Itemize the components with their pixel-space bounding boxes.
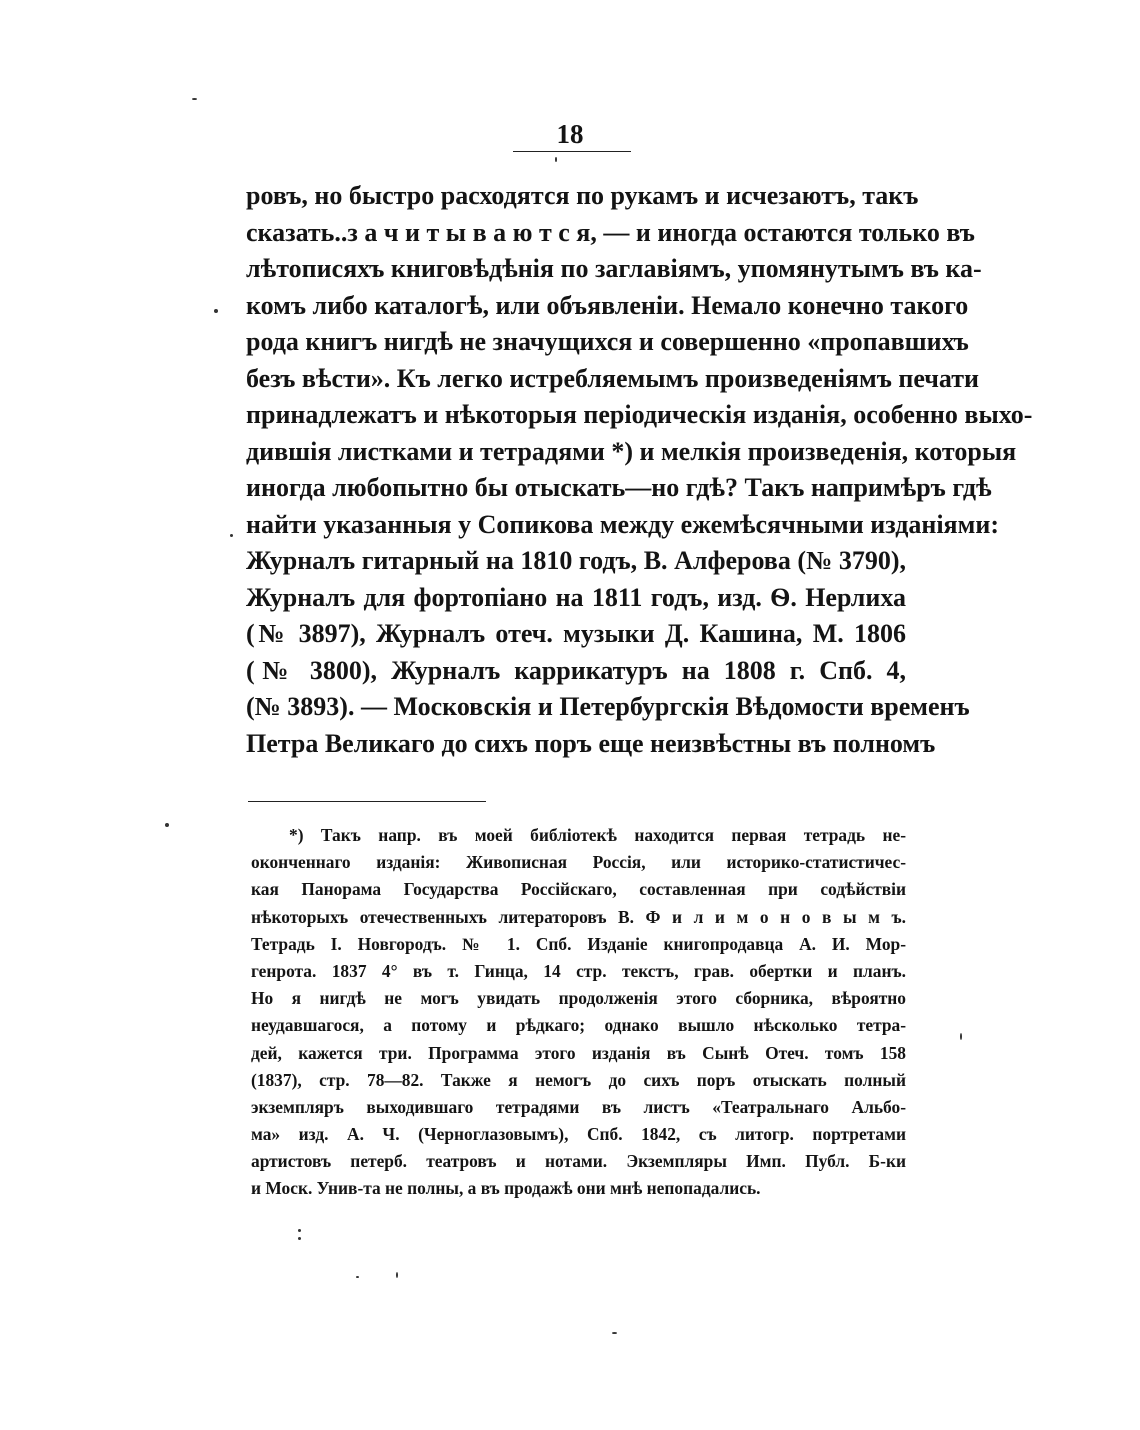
scan-speck [356,1276,359,1278]
footnote-rule [248,801,486,802]
main-text [246,178,1033,762]
scan-speck [960,1033,962,1040]
footnote-line: ма» изд. А. Ч. (Черноглазовымъ), Спб. 1842, съ литогр. портретами [251,1124,906,1145]
scan-speck [298,1237,301,1240]
page-number: 18 [556,119,584,149]
scan-speck [214,309,218,313]
footnote-line: Тетрадь I. Новгородъ. № 1. Спб. Изданіе книгопродавца А. И. Мор- [251,933,906,954]
footnote-line: нѣкоторыхъ отечественныхъ литераторовъ В. Ф и л и м о н о в ы м ъ. [251,906,906,927]
text-line: Журналъ гитарный на 1810 годъ, В. Алферова (№ 3790), [246,546,906,575]
text-line: дившія листками и тетрадями *) и мелкія произведенія, которыя [246,436,1017,466]
scan-speck [230,534,233,537]
footnote [251,822,906,1203]
text-line: лѣтописяхъ книговѣдѣнія по заглавіямъ, упомянутымъ въ ка- [246,254,982,283]
footnote-line: Но я нигдѣ не могъ увидать продолженія этого сборника, вѣроятно [251,988,906,1009]
scan-speck [192,98,197,100]
text-line: комъ либо каталогѣ, или объявленіи. Немало конечно такого [246,290,969,320]
footnote-line: экземпляръ выходившаго тетрадями въ листъ «Театральнаго Альбо- [251,1096,906,1117]
scan-speck [298,1229,301,1232]
scan-speck [612,1332,617,1334]
text-line: безъ вѣсти». Къ легко истребляемымъ произведеніямъ печати [246,363,979,393]
text-line: сказать..з а ч и т ы в а ю т с я, — и иногда остаются только въ [246,217,975,247]
footnote-line: артистовъ петерб. театровъ и нотами. Экземпляры Имп. Публ. Б-ки [251,1151,906,1172]
text-line: (№ 3893). — Московскія и Петербургскія Вѣдомости временъ [246,692,970,721]
footnote-line: оконченнаго изданія: Живописная Россія, или историко-статистичес- [251,852,906,873]
footnote-line: генрота. 1837 4° въ т. Гинца, 14 стр. текстъ, грав. обертки и планъ. [251,960,906,981]
scan-speck [555,157,557,162]
page-number-rule [513,151,631,152]
footnote-line: (1837), стр. 78—82. Также я немогъ до сихъ поръ отыскать полный [251,1069,906,1090]
text-line: (№ 3897), Журналъ отеч. музыки Д. Кашина, М. 1806 [246,619,906,648]
scan-speck [165,823,169,827]
text-line: найти указанныя у Сопикова между ежемѣсячными изданіями: [246,509,999,539]
footnote-line: и Моск. Унив-та не полны, а въ продажѣ они мнѣ непопадались. [251,1178,761,1199]
text-line: принадлежатъ и нѣкоторыя періодическія изданія, особенно выхо- [246,400,1033,429]
footnote-line: *) Такъ напр. въ моей библіотекѣ находится первая тетрадь не- [289,825,906,845]
text-line: ровъ, но быстро расходятся по рукамъ и исчезаютъ, такъ [246,181,919,210]
footnote-line: неудавшагося, а потому и рѣдкаго; однако вышло нѣсколько тетра- [251,1015,906,1036]
text-line: (№ 3800), Журналъ каррикатуръ на 1808 г. Спб. 4, [246,655,906,685]
text-line: рода книгъ нигдѣ не значущихся и совершенно «пропавшихъ [246,327,969,356]
text-line: Журналъ для фортопіано на 1811 годъ, изд. Ѳ. Нерлиха [246,582,906,612]
footnote-line: дей, кажется три. Программа этого изданія въ Сынѣ Отеч. томъ 158 [251,1042,906,1063]
footnote-line: кая Панорама Государства Россійскаго, составленная при содѣйствіи [251,879,906,900]
text-line: Петра Великаго до сихъ поръ еще неизвѣстны въ полномъ [246,728,936,758]
scan-speck [396,1272,398,1278]
text-line: иногда любопытно бы отыскать—но гдѣ? Такъ напримѣръ гдѣ [246,473,992,502]
